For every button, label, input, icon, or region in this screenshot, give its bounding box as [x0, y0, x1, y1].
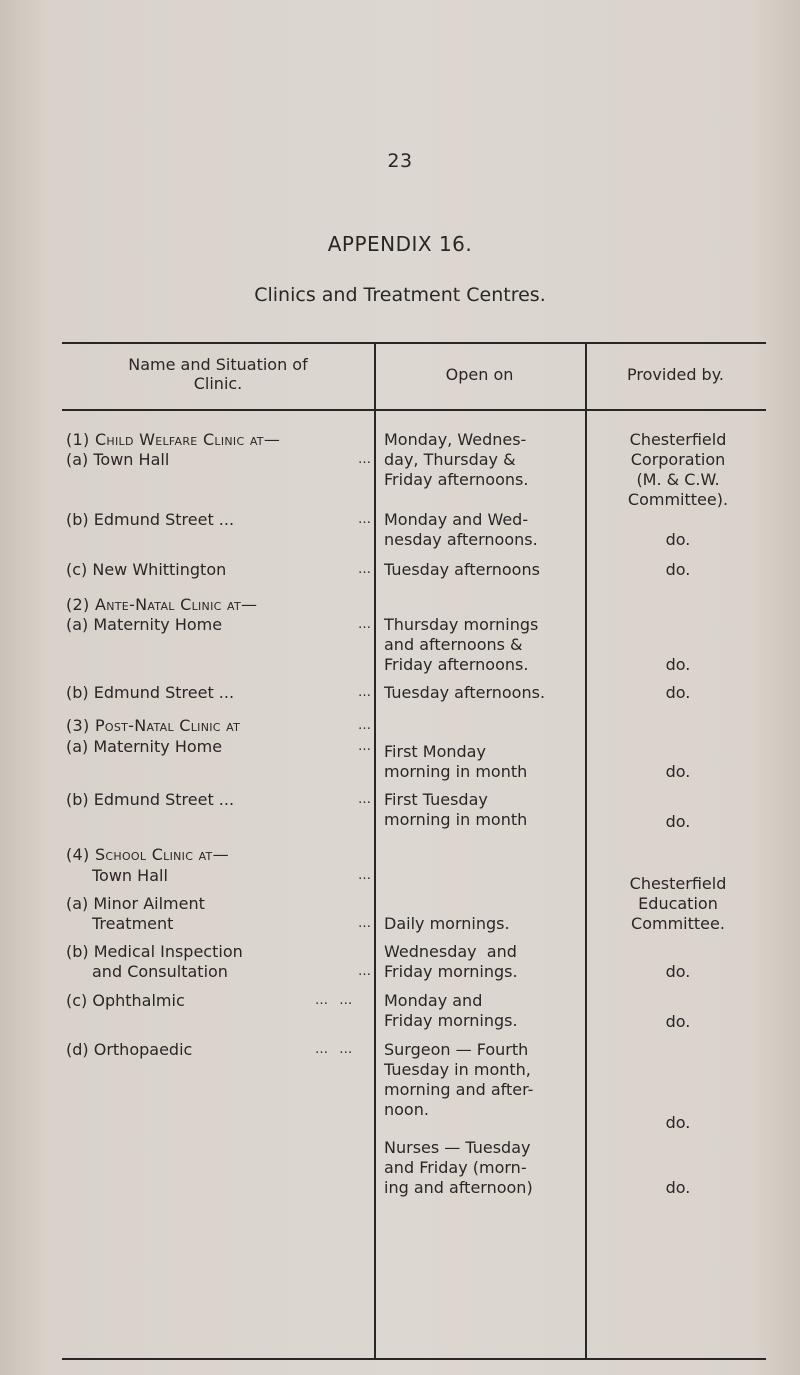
provided-by-cell: Chesterfield Education Committee.: [629, 874, 727, 933]
clinic-name: (b) Edmund Street ...: [66, 510, 235, 529]
provided-by-cell: do.: [665, 1178, 691, 1197]
open-on-cell: First Monday morning in month: [384, 742, 528, 781]
provided-by-cell: do.: [665, 560, 691, 579]
table-top-rule: [62, 342, 766, 344]
section-heading: (1) Child Welfare Clinic at—: [66, 430, 281, 449]
provided-by-cell: do.: [665, 1012, 691, 1031]
clinic-name: (c) New Whittington: [66, 560, 227, 579]
leader-dots: … …: [315, 1042, 354, 1057]
column-divider: [374, 343, 376, 1358]
header-provided-by: Provided by.: [627, 365, 724, 384]
clinic-name: (a) Maternity Home: [66, 615, 223, 634]
header-name-situation: Name and Situation of Clinic.: [128, 355, 308, 393]
leader-dots: …: [358, 739, 372, 754]
open-on-cell: Daily mornings.: [384, 914, 510, 933]
provided-by-cell: Chesterfield Corporation (M. & C.W. Committee).: [627, 430, 729, 509]
leader-dots: …: [358, 685, 372, 700]
open-on-cell: Wednesday and Friday mornings.: [384, 942, 518, 981]
open-on-cell: Nurses — Tuesday and Friday (morn- ing and afternoon): [384, 1138, 533, 1197]
section-heading: (2) Ante-Natal Clinic at—: [66, 595, 258, 614]
open-on-cell: Thursday mornings and afternoons & Friday afternoons.: [384, 615, 539, 674]
open-on-cell: Tuesday afternoons: [384, 560, 540, 579]
table-header-rule: [62, 409, 766, 411]
leader-dots: …: [358, 916, 372, 931]
header-open-on: Open on: [445, 365, 514, 384]
provided-by-cell: do.: [665, 812, 691, 831]
clinic-name: (a) Maternity Home: [66, 737, 223, 756]
open-on-cell: Tuesday afternoons.: [384, 683, 546, 702]
leader-dots: …: [358, 792, 372, 807]
table-bottom-rule: [62, 1358, 766, 1360]
open-on-cell: Monday and Wed- nesday afternoons.: [384, 510, 538, 549]
provided-by-cell: do.: [665, 683, 691, 702]
provided-by-cell: do.: [665, 530, 691, 549]
leader-dots: …: [358, 452, 372, 467]
leader-dots: …: [358, 868, 372, 883]
clinic-name: (d) Orthopaedic: [66, 1040, 193, 1059]
page-number: 23: [387, 150, 413, 172]
appendix-title: APPENDIX 16.: [327, 232, 473, 256]
section-heading: (3) Post-Natal Clinic at: [66, 716, 241, 735]
clinic-name: (b) Edmund Street ...: [66, 683, 235, 702]
leader-dots: …: [358, 617, 372, 632]
column-divider: [585, 343, 587, 1358]
provided-by-cell: do.: [665, 762, 691, 781]
leader-dots: …: [358, 718, 372, 733]
clinic-name: (a) Town Hall: [66, 450, 170, 469]
provided-by-cell: do.: [665, 1113, 691, 1132]
clinic-name: (b) Medical Inspection and Consultation: [66, 942, 243, 981]
leader-dots: …: [358, 562, 372, 577]
leader-dots: …: [358, 964, 372, 979]
open-on-cell: Monday and Friday mornings.: [384, 991, 518, 1030]
leader-dots: …: [358, 512, 372, 527]
page-subtitle: Clinics and Treatment Centres.: [254, 284, 546, 306]
provided-by-cell: do.: [665, 655, 691, 674]
clinic-name: (a) Minor Ailment Treatment: [66, 894, 205, 933]
open-on-cell: Surgeon — Fourth Tuesday in month, morning and after- noon.: [384, 1040, 534, 1119]
open-on-cell: First Tuesday morning in month: [384, 790, 528, 829]
clinic-name: (c) Ophthalmic: [66, 991, 185, 1010]
section-heading: (4) School Clinic at—: [66, 845, 229, 864]
provided-by-cell: do.: [665, 962, 691, 981]
open-on-cell: Monday, Wednes- day, Thursday & Friday afternoons.: [384, 430, 529, 489]
clinic-name: (b) Edmund Street ...: [66, 790, 235, 809]
leader-dots: … …: [315, 993, 354, 1008]
clinic-location: Town Hall: [92, 866, 168, 885]
